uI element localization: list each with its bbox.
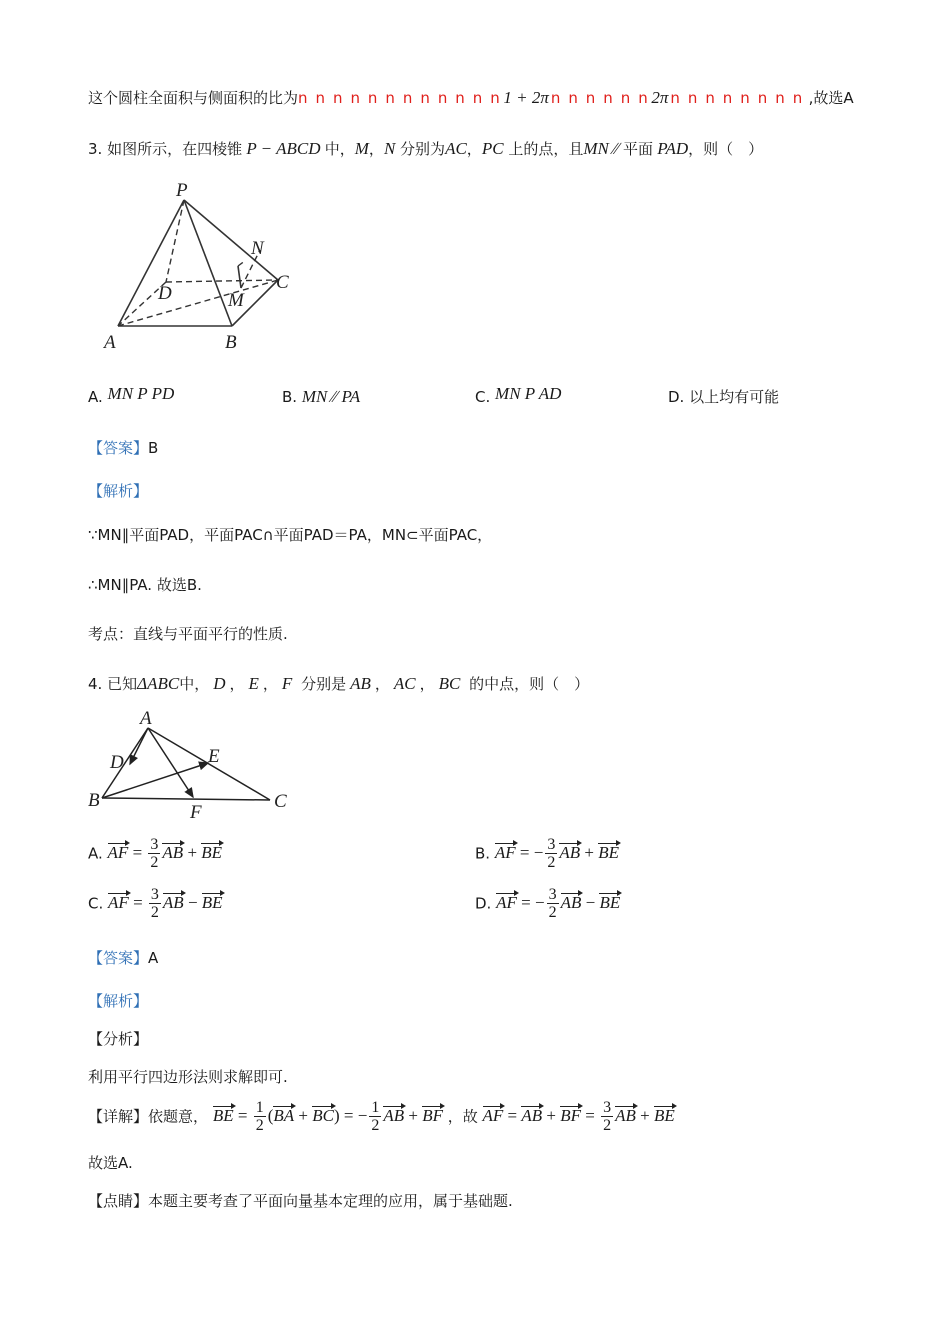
vertex-label-c: C xyxy=(274,791,287,812)
q4-option-b[interactable]: B. AF = − $\frac{3}{2}$ AB + BE xyxy=(475,836,619,871)
vertex-label-d: D xyxy=(158,283,172,304)
q4-analysis-label: 【分析】 xyxy=(88,1030,149,1048)
q3-option-b[interactable]: B. MN ∕∕ PA xyxy=(282,387,361,406)
vertex-label-b: B xyxy=(88,790,100,811)
q4-analysis-heading: 【解析】 xyxy=(88,992,149,1010)
vertex-label-a: A xyxy=(104,332,116,353)
q3-option-a[interactable]: A. MN P PD xyxy=(88,384,175,406)
q4-detailed-solution: 【详解】依题意， BE = $\frac{1}{2}$ (BA + BC) = − $\frac{1}{2}$ AB + BF ，故 AF = AB + BF = $\frac{3}{2}$ AB + BE xyxy=(88,1099,675,1134)
q4-analysis-text: 利用平行四边形法则求解即可. xyxy=(88,1068,288,1086)
question-4-stem: 4. 已知ΔABC中， D ， E ， F 分别是 AB ， AC ， BC 的中点，则（ ） xyxy=(88,674,590,693)
q4-comment: 【点睛】本题主要考查了平面向量基本定理的应用，属于基础题. xyxy=(88,1192,513,1210)
point-label-d: D xyxy=(110,752,124,773)
point-label-f: F xyxy=(190,802,202,823)
point-label-n: N xyxy=(251,238,264,259)
q3-solution-1: ∵MN∥平面PAD，平面PAC∩平面PAD＝PA，MN⊂平面PAC， xyxy=(88,526,493,544)
question-3-stem: 3. 如图所示，在四棱锥 P − ABCD 中，M，N 分别为AC，PC 上的点，且MN ∕∕ 平面 PAD，则（ ） xyxy=(88,139,764,158)
vertex-label-c: C xyxy=(276,272,289,293)
vertex-label-a: A xyxy=(140,708,152,729)
q3-option-c[interactable]: C. MN P AD xyxy=(475,384,562,406)
vertex-label-b: B xyxy=(225,332,237,353)
vertex-label-p: P xyxy=(176,180,188,201)
triangle-figure xyxy=(84,708,294,823)
q4-option-a[interactable]: A. AF = $\frac{3}{2}$ AB + BE xyxy=(88,836,223,871)
q4-option-c[interactable]: C. AF = $\frac{3}{2}$ AB − BE xyxy=(88,886,223,921)
q4-answer: 【答案】A xyxy=(88,949,159,967)
q3-solution-2: ∴MN∥PA. 故选B. xyxy=(88,576,202,594)
q3-analysis-heading: 【解析】 xyxy=(88,482,149,500)
pyramid-figure xyxy=(98,180,308,355)
point-label-e: E xyxy=(208,746,220,767)
q4-option-d[interactable]: D. AF = − $\frac{3}{2}$ AB − BE xyxy=(475,886,621,921)
line-cylinder-ratio: 这个圆柱全面积与侧面积的比为n n n n n n n n n n n n 1 + 2π n n n n n n 2π n n n n n n n n ,故选A xyxy=(88,88,854,107)
q4-conclusion: 故选A. xyxy=(88,1154,133,1172)
q3-knowledge-point: 考点：直线与平面平行的性质. xyxy=(88,625,288,643)
point-label-m: M xyxy=(228,290,244,311)
q3-option-d[interactable]: D. 以上均有可能 xyxy=(668,388,780,406)
q3-answer: 【答案】B xyxy=(88,439,159,457)
